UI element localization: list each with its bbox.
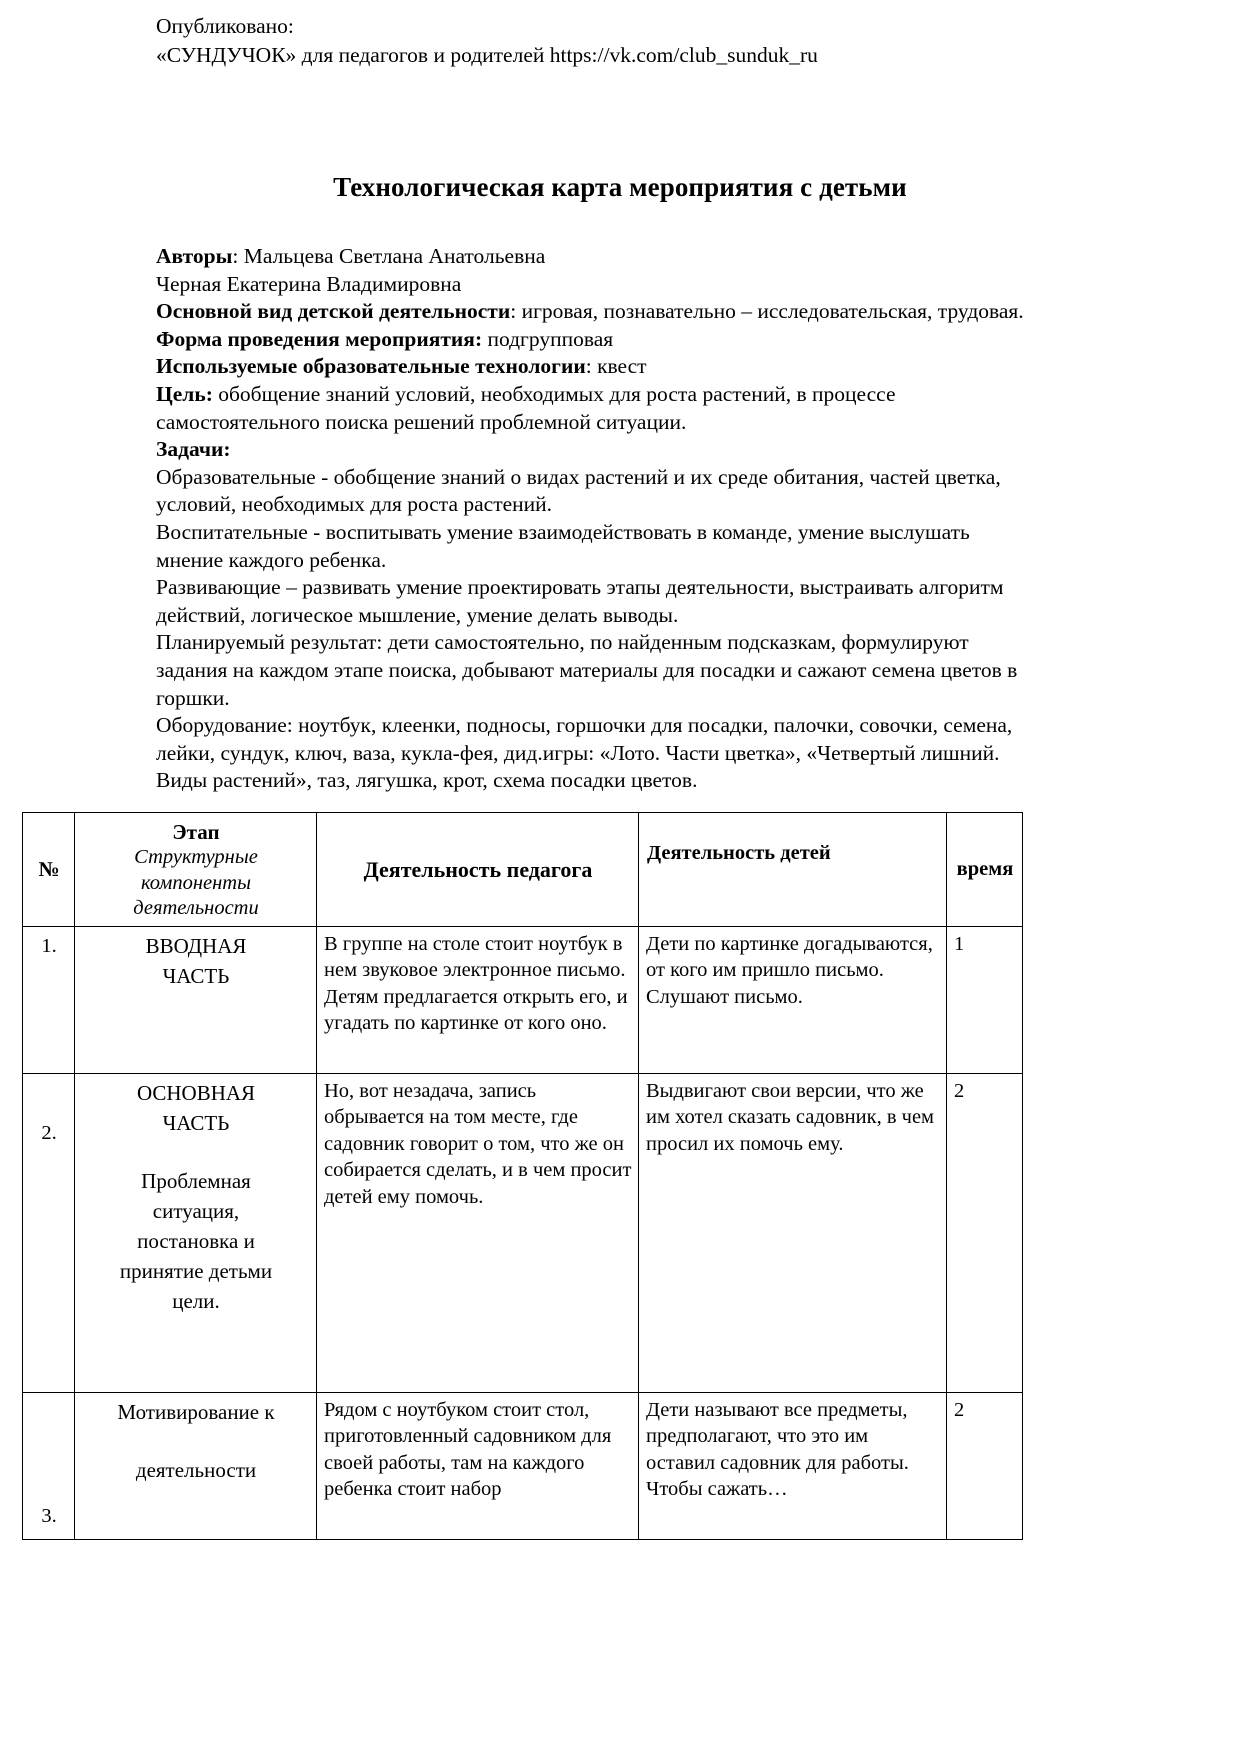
row-stage-spacer: [82, 1427, 310, 1455]
column-header-number: №: [23, 813, 75, 927]
row-stage-line-1: ВВОДНАЯ: [145, 933, 247, 958]
table-header: [23, 813, 1023, 927]
author-name-1: Мальцева Светлана Анатольевна: [243, 244, 546, 268]
goal-value: обобщение знаний условий, необходимых для роста растений, в процессе самостоятельного поиска решений проблемной ситуации.: [156, 381, 896, 434]
form-label: Форма проведения мероприятия:: [156, 326, 483, 351]
row-time: 2: [947, 1073, 1023, 1392]
table-row: [23, 926, 1023, 1073]
form-line: [156, 326, 1028, 354]
activity-value: : игровая, познавательно – исследовательская, трудовая.: [510, 299, 1024, 324]
row-stage-line-2: ЧАСТЬ: [162, 1110, 230, 1135]
row-stage-line-5: постановка и: [137, 1228, 255, 1253]
authors-sep: :: [232, 244, 244, 268]
column-header-time: время: [947, 813, 1023, 927]
row-time: 2: [947, 1392, 1023, 1539]
column-header-stage-sub-3: деятельности: [133, 897, 259, 919]
row-number: 2.: [23, 1073, 75, 1392]
publication-source: «СУНДУЧОК» для педагогов и родителей https://vk.com/club_sunduk_ru: [156, 43, 818, 67]
document-body: [156, 243, 1028, 795]
tasks-heading: [156, 436, 1028, 464]
technological-map-table-wrapper: [22, 812, 1022, 1540]
row-time: 1: [947, 926, 1023, 1073]
row-children-activity: Дети называют все предметы, предполагают, что это им оставил садовник для работы. Чтобы сажать…: [639, 1392, 947, 1539]
row-stage-line-7: цели.: [172, 1288, 220, 1313]
technologies-label: Используемые образовательные технологии: [156, 354, 586, 379]
goal-label: Цель:: [156, 381, 213, 406]
activity-line: [156, 298, 1028, 326]
column-header-children-activity: Деятельность детей: [639, 813, 947, 927]
technologies-value: : квест: [585, 354, 647, 379]
goal-line: [156, 381, 1028, 436]
task-educational: Образовательные - обобщение знаний о видах растений и их среде обитания, частей цветка, условий, необходимых для роста растений.: [156, 464, 1001, 517]
planned-result: Планируемый результат: дети самостоятельно, по найденным подсказкам, формулируют задания на каждом этапе поиска, добывают материалы для посадки и сажают семена цветов в горшки.: [156, 630, 1018, 710]
publication-label: Опубликовано:: [156, 14, 294, 38]
authors-label: Авторы: [156, 244, 233, 268]
row-teacher-activity: Но, вот незадача, запись обрывается на том месте, где садовник говорит о том, что же он собирается сделать, и в чем просит детей ему помочь.: [317, 1073, 639, 1392]
row-stage-line-3: деятельности: [135, 1457, 257, 1482]
row-stage: [75, 1073, 317, 1392]
row-stage: [75, 926, 317, 1073]
table-row: [23, 1073, 1023, 1392]
page-title: Технологическая карта мероприятия с детьми: [333, 172, 907, 202]
column-header-stage-main: Этап: [172, 820, 220, 844]
tasks-label: Задачи:: [156, 437, 231, 462]
technologies-line: [156, 353, 1028, 381]
row-stage-spacer: [82, 1138, 310, 1166]
publication-header: [156, 12, 1036, 70]
row-stage-line-3: Проблемная: [141, 1168, 251, 1193]
authors-line: [156, 243, 1028, 271]
equipment-list: Оборудование: ноутбук, клеенки, подносы, горшочки для посадки, палочки, совочки, семена, лейки, сундук, ключ, ваза, кукла-фея, дид.игры: «Лото. Части цветка», «Четвертый лишний. Виды растений», таз, лягушка, крот, схема посадки цветов.: [156, 713, 1013, 793]
table-row: [23, 1392, 1023, 1539]
technological-map-table: [22, 812, 1023, 1540]
row-number: 3.: [23, 1392, 75, 1539]
row-children-activity: Выдвигают свои версии, что же им хотел сказать садовник, в чем просил их помочь ему.: [639, 1073, 947, 1392]
row-stage-line-2: ЧАСТЬ: [162, 963, 230, 988]
column-header-stage-sub-2: компоненты: [141, 871, 251, 894]
row-children-activity: Дети по картинке догадываются, от кого им пришло письмо. Слушают письмо.: [639, 926, 947, 1073]
task-upbringing: Воспитательные - воспитывать умение взаимодействовать в команде, умение выслушать мнение каждого ребенка.: [156, 519, 970, 572]
row-stage: [75, 1392, 317, 1539]
table-header-row: [23, 813, 1023, 927]
column-header-stage-sub-1: Структурные: [134, 846, 258, 868]
row-stage-line-1: Мотивирование к: [117, 1399, 275, 1424]
activity-label: Основной вид детской деятельности: [156, 299, 511, 324]
row-stage-line-1: ОСНОВНАЯ: [136, 1080, 256, 1105]
author-name-2: Черная Екатерина Владимировна: [156, 271, 462, 296]
row-stage-line-4: ситуация,: [152, 1198, 240, 1223]
column-header-stage: [75, 813, 317, 927]
task-developmental: Развивающие – развивать умение проектировать этапы деятельности, выстраивать алгоритм действий, логическое мышление, умение делать выводы.: [156, 575, 1004, 627]
row-number: 1.: [23, 926, 75, 1073]
column-header-teacher-activity: Деятельность педагога: [317, 813, 639, 927]
form-value: подгрупповая: [482, 326, 614, 351]
row-teacher-activity: Рядом с ноутбуком стоит стол, приготовленный садовником для своей работы, там на каждого ребенка стоит набор: [317, 1392, 639, 1539]
row-stage-line-6: принятие детьми: [119, 1258, 273, 1283]
table-body: [23, 926, 1023, 1539]
row-teacher-activity: В группе на столе стоит ноутбук в нем звуковое электронное письмо. Детям предлагается открыть его, и угадать по картинке от кого оно.: [317, 926, 639, 1073]
